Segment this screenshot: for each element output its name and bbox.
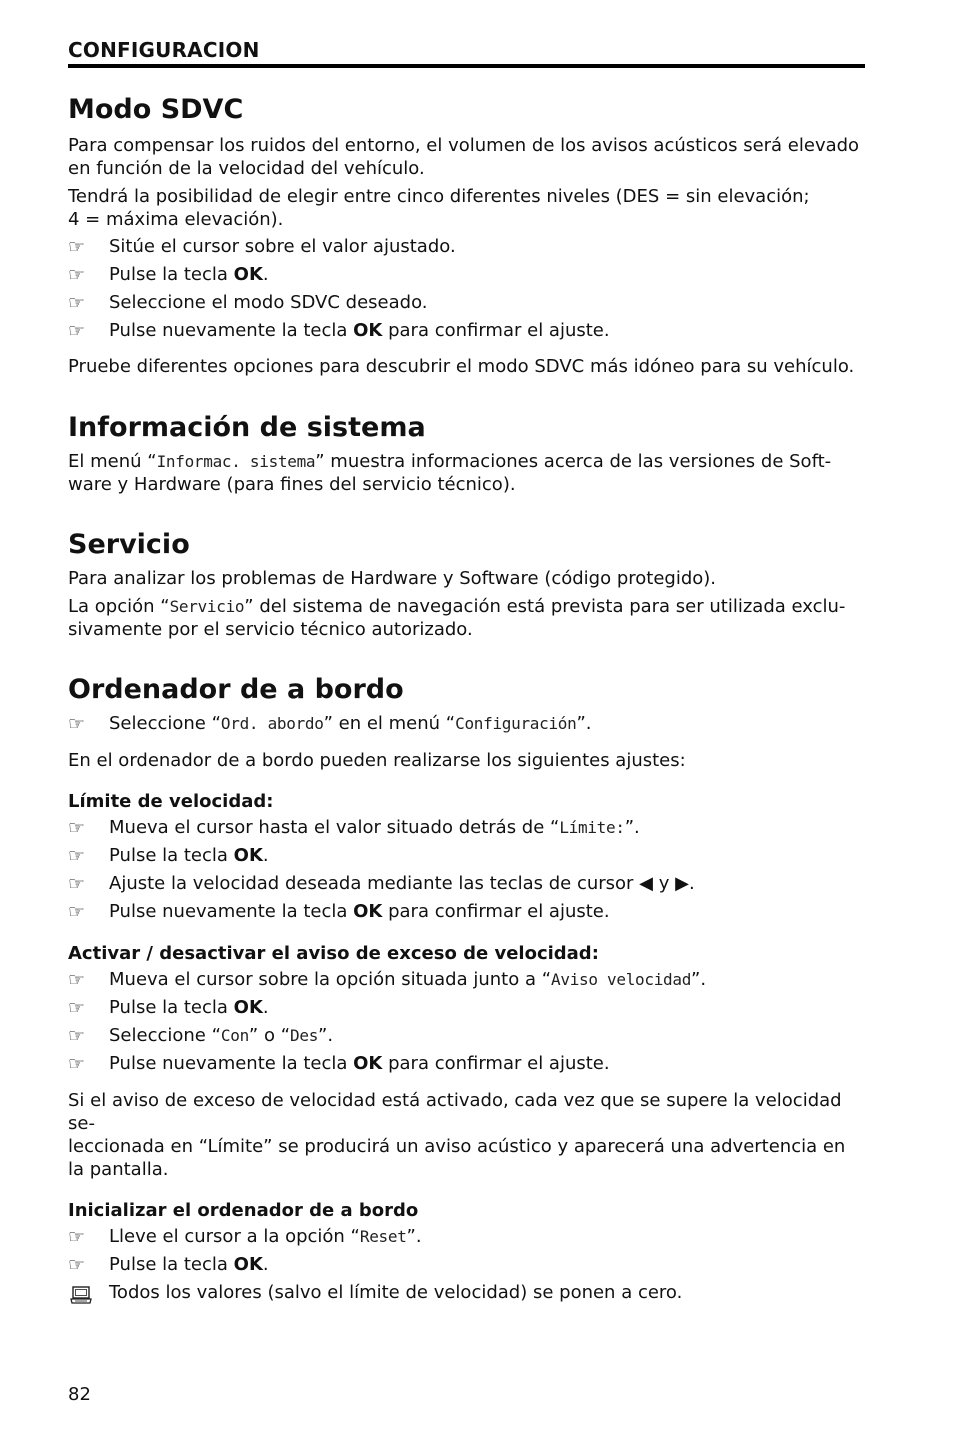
- list-item: ☞ Pulse la tecla OK.: [68, 997, 269, 1019]
- ordenador-paragraph: En el ordenador de a bordo pueden realizarse los siguientes ajustes:: [68, 750, 686, 771]
- hand-pointer-icon: ☞: [68, 873, 86, 895]
- computer-icon: [70, 1285, 92, 1303]
- list-item: ☞ Mueva el cursor hasta el valor situado detrás de “Límite:”.: [68, 817, 640, 839]
- servicio-paragraph-1: Para analizar los problemas de Hardware y Software (código protegido).: [68, 568, 717, 589]
- list-item: ☞ Pulse nuevamente la tecla OK para confirmar el ajuste.: [68, 320, 610, 342]
- list-item: ☞ Pulse nuevamente la tecla OK para confirmar el ajuste.: [68, 901, 610, 923]
- sdvc-paragraph-2: Tendrá la posibilidad de elegir entre cinco diferentes niveles (DES = sin elevación; 4 = máxima elevación).: [68, 186, 810, 230]
- subheading-inicializar: Inicializar el ordenador de a bordo: [68, 1200, 419, 1221]
- hand-pointer-icon: ☞: [68, 997, 86, 1019]
- info-paragraph: El menú “Informac. sistema” muestra informaciones acerca de las versiones de Soft- ware y Hardware (para fines del servicio técnico).: [68, 451, 832, 495]
- hand-pointer-icon: ☞: [68, 1226, 86, 1248]
- list-item: ☞ Pulse la tecla OK.: [68, 845, 269, 867]
- page-content: [68, 38, 865, 1307]
- list-item: ☞ Seleccione el modo SDVC deseado.: [68, 292, 428, 314]
- hand-pointer-icon: ☞: [68, 1025, 86, 1047]
- servicio-paragraph-2: La opción “Servicio” del sistema de navegación está prevista para ser utilizada exclu- sivamente por el servicio técnico autorizado.: [68, 596, 846, 640]
- hand-pointer-icon: ☞: [68, 236, 86, 258]
- ordenador-steps: [68, 710, 865, 738]
- hand-pointer-icon: ☞: [68, 264, 86, 286]
- sdvc-paragraph-3: Pruebe diferentes opciones para descubrir el modo SDVC más idóneo para su vehículo.: [68, 356, 855, 377]
- list-item: ☞ Pulse la tecla OK.: [68, 264, 269, 286]
- heading-ordenador-bordo: Ordenador de a bordo: [68, 674, 404, 705]
- list-item: ☞ Seleccione “Con” o “Des”.: [68, 1025, 334, 1047]
- hand-pointer-icon: ☞: [68, 901, 86, 923]
- heading-modo-sdvc: Modo SDVC: [68, 94, 244, 125]
- subheading-limite-velocidad: Límite de velocidad:: [68, 791, 274, 812]
- list-item: ☞ Pulse nuevamente la tecla OK para confirmar el ajuste.: [68, 1053, 610, 1075]
- list-item: Todos los valores (salvo el límite de velocidad) se ponen a cero.: [68, 1279, 865, 1307]
- hand-pointer-icon: ☞: [68, 817, 86, 839]
- sdvc-paragraph-1: Para compensar los ruidos del entorno, el volumen de los avisos acústicos será elevado en función de la velocidad del vehículo.: [68, 135, 860, 179]
- hand-pointer-icon: ☞: [68, 969, 86, 991]
- hand-pointer-icon: ☞: [68, 292, 86, 314]
- hand-pointer-icon: ☞: [68, 320, 86, 342]
- running-header: CONFIGURACION: [68, 38, 865, 68]
- menu-name: Servicio: [169, 597, 245, 616]
- hand-pointer-icon: ☞: [68, 1254, 86, 1276]
- limite-steps: [68, 814, 865, 926]
- reset-steps: [68, 1223, 865, 1307]
- aviso-steps: [68, 966, 865, 1078]
- aviso-paragraph: Si el aviso de exceso de velocidad está activado, cada vez que se supere la velocidad se- leccionada en “Límite” se producirá un aviso acústico y aparecerá una advertencia en la pantalla.: [68, 1090, 846, 1180]
- hand-pointer-icon: ☞: [68, 845, 86, 867]
- list-item: ☞ Pulse la tecla OK.: [68, 1254, 269, 1276]
- list-item: ☞ Seleccione “Ord. abordo” en el menú “Configuración”.: [68, 713, 592, 735]
- list-item: ☞ Lleve el cursor a la opción “Reset”.: [68, 1226, 422, 1248]
- heading-servicio: Servicio: [68, 529, 190, 560]
- list-item: ☞ Ajuste la velocidad deseada mediante las teclas de cursor ◀ y ▶.: [68, 873, 695, 895]
- menu-name: Informac. sistema: [156, 452, 316, 471]
- list-item: ☞ Sitúe el cursor sobre el valor ajustado.: [68, 236, 456, 258]
- hand-pointer-icon: ☞: [68, 1053, 86, 1075]
- subheading-aviso-velocidad: Activar / desactivar el aviso de exceso de velocidad:: [68, 943, 599, 964]
- list-item: ☞ Mueva el cursor sobre la opción situada junto a “Aviso velocidad”.: [68, 969, 707, 991]
- page-number: 82: [68, 1384, 91, 1405]
- sdvc-steps: [68, 233, 865, 345]
- heading-informacion-sistema: Información de sistema: [68, 412, 426, 443]
- hand-pointer-icon: ☞: [68, 713, 86, 735]
